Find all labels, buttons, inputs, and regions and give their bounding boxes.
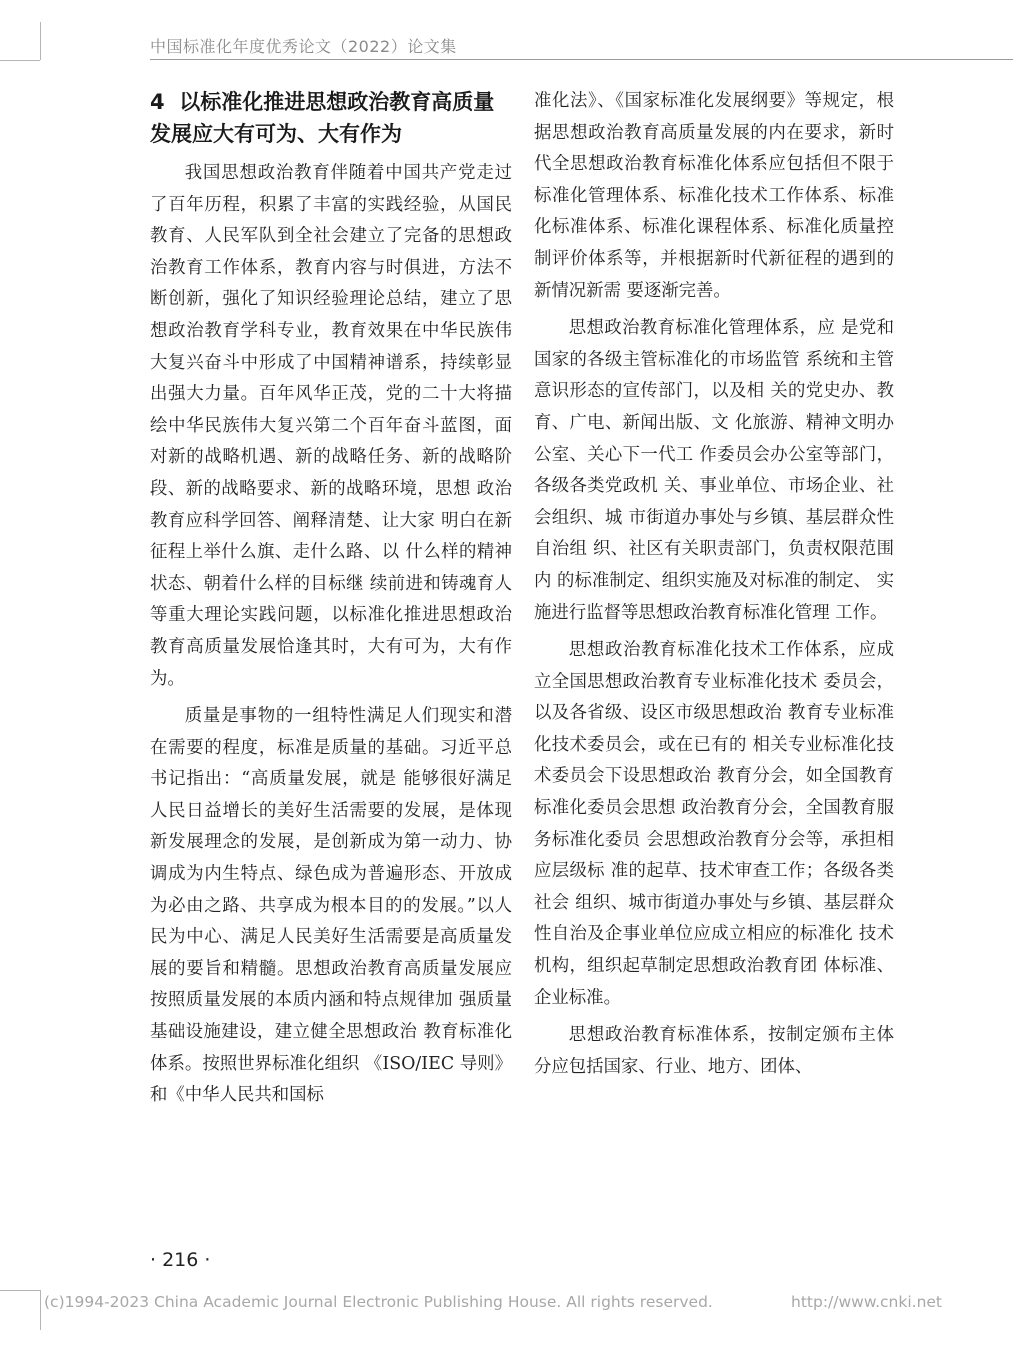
- footer-copyright: (c)1994-2023 China Academic Journal Electronic Publishing House. All rights reserved.: [44, 1293, 713, 1311]
- section-heading: [150, 86, 512, 150]
- section-title: 以标准化推进思想政治教育高质量 发展应大有可为、大有作为: [150, 90, 495, 146]
- body-paragraph: 思想政治教育标准化管理体系，应 是党和国家的各级主管标准化的市场监管 系统和主管意识形态的宣传部门，以及相 关的党史办、教育、广电、新闻出版、文 化旅游、精神文明办公室、关心下一代工 作委员会办公室等部门，各级各类党政机 关、事业单位、市场企业、社会组织、城 市街道办事处与乡镇、基层群众性自治组 织、社区有关职责部门，负责权限范围内 的标准制定、组织实施及对标准的制定、 实施进行监督等思想政治教育标准化管理 工作。: [534, 318, 894, 623]
- crop-mark: [40, 22, 41, 60]
- running-head: 中国标准化年度优秀论文（2022）论文集: [150, 37, 457, 56]
- body-paragraph: 思想政治教育标准体系，按制定颁布主体分应包括国家、行业、地方、团体、: [534, 1025, 894, 1077]
- crop-mark: [0, 1290, 40, 1291]
- crop-mark: [0, 60, 40, 61]
- body-paragraph: 我国思想政治教育伴随着中国共产党走过了百年历程，积累了丰富的实践经验，从国民教育、人民军队到全社会建立了完备的思想政治教育工作体系，教育内容与时俱进，方法不断创新，强化了知识经验理论总结，建立了思想政治教育学科专业，教育效果在中华民族伟大复兴奋斗中形成了中国精神谱系，持续彰显出强大力量。百年风华正茂，党的二十大将描绘中华民族伟大复兴第二个百年奋斗蓝图，面对新的战略机遇、新的战略任务、新的战略阶段、新的战略要求、新的战略环境，思想 政治教育应科学回答、阐释清楚、让大家 明白在新征程上举什么旗、走什么路、以 什么样的精神状态、朝着什么样的目标继 续前进和铸魂育人等重大理论实践问题，以标准化推进思想政治教育高质量发展恰逢其时，大有可为，大有作为。: [150, 163, 512, 689]
- footer-url: http://www.cnki.net: [791, 1293, 943, 1311]
- body-paragraph: 质量是事物的一组特性满足人们现实和潜在需要的程度，标准是质量的基础。习近平总书记指出：“高质量发展，就是 能够很好满足人民日益增长的美好生活需要的发展，是体现新发展理念的发展，是创新成为第一动力、协调成为内生特点、绿色成为普遍形态、开放成为必由之路、共享成为根本目的的发展。”以人民为中心、满足人民美好生活需要是高质量发展的要旨和精髓。思想政治教育高质量发展应按照质量发展的本质内涵和特点规律加 强质量基础设施建设，建立健全思想政治 教育标准化体系。按照世界标准化组织 《ISO/IEC 导则》和《中华人民共和国标: [150, 706, 512, 1106]
- section-number: 4: [150, 90, 165, 114]
- header-rule: [150, 59, 1013, 60]
- right-column: [534, 86, 894, 1089]
- body-paragraph-continued: 准化法》、《国家标准化发展纲要》等规定，根据思想政治教育高质量发展的内在要求，新时代全思想政治教育标准化体系应包括但不限于标准化管理体系、标准化技术工作体系、标准化标准体系、标准化课程体系、标准化质量控制评价体系等，并根据新时代新征程的遇到的新情况新需 要逐渐完善。: [534, 91, 894, 301]
- body-paragraph: 思想政治教育标准化技术工作体系，应成立全国思想政治教育专业标准化技术 委员会，以及各省级、设区市级思想政治 教育专业标准化技术委员会，或在已有的 相关专业标准化技术委员会下设思想政治 教育分会，如全国教育标准化委员会思想 政治教育分会，全国教育服务标准化委员 会思想政治教育分会等，承担相应层级标 准的起草、技术审查工作；各级各类社会 组织、城市街道办事处与乡镇、基层群众 性自治及企事业单位应成立相应的标准化 技术机构，组织起草制定思想政治教育团 体标准、企业标准。: [534, 640, 894, 1008]
- page-number: · 216 ·: [150, 1249, 211, 1271]
- left-column: [150, 86, 512, 1118]
- crop-mark: [40, 1290, 41, 1330]
